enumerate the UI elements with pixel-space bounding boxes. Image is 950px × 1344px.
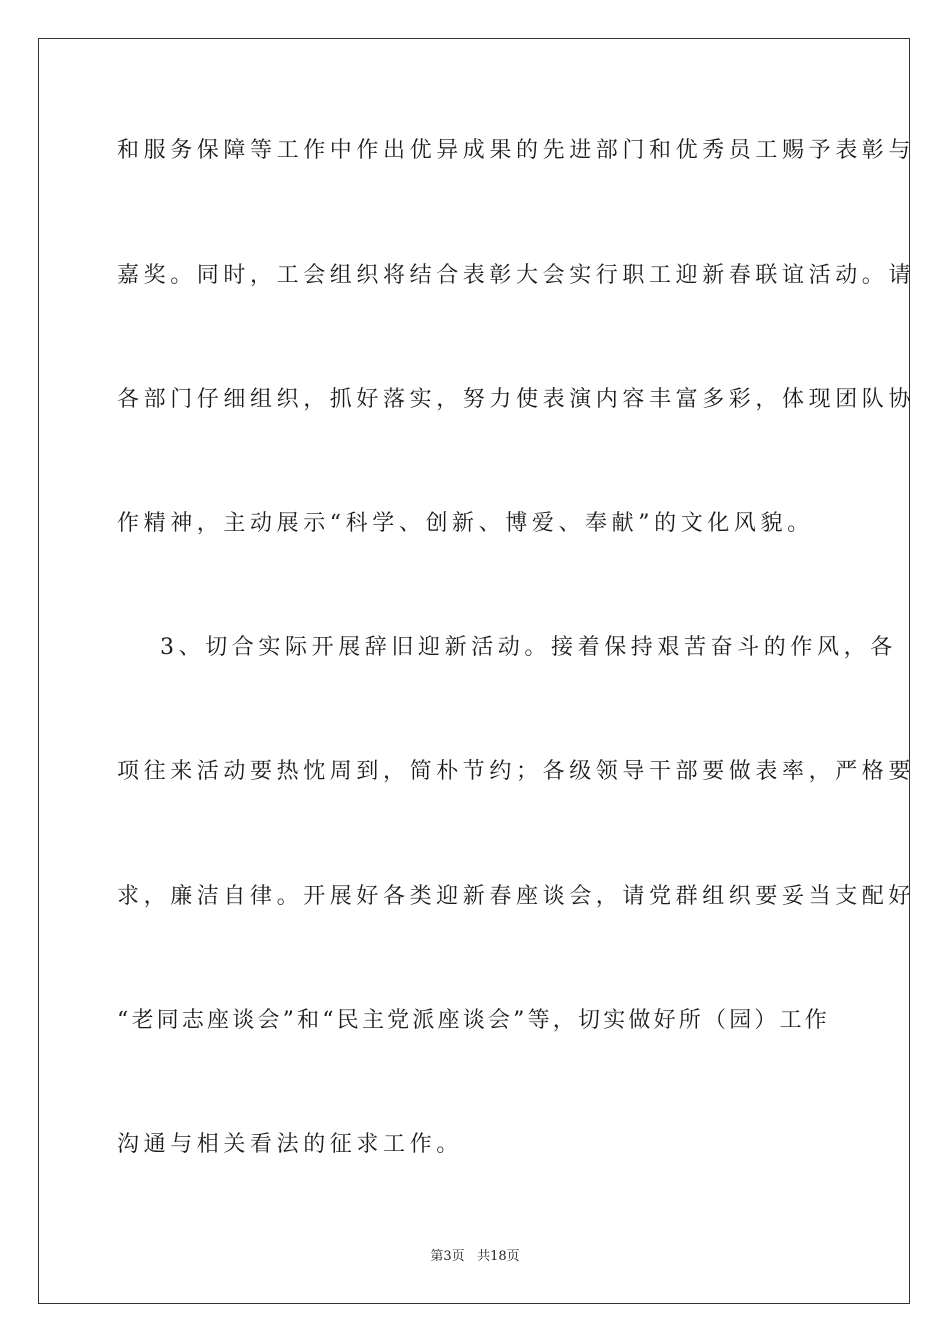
paragraph-line: 嘉奖。同时，工会组织将结合表彰大会实行职工迎新春联谊活动。请 [117,263,916,288]
current-page-label: 第3页 [430,1249,465,1264]
paragraph-line: 项往来活动要热忱周到，简朴节约；各级领导干部要做表率，严格要 [117,759,916,784]
total-pages-label: 共18页 [477,1249,520,1264]
page-border [38,38,916,1304]
paragraph-line: 各部门仔细组织，抓好落实，努力使表演内容丰富多彩，体现团队协 [117,387,916,412]
paragraph-line: 作精神，主动展示“科学、创新、博爱、奉献”的文化风貌。 [117,511,814,536]
paragraph-line: 和服务保障等工作中作出优异成果的先进部门和优秀员工赐予表彰与 [117,138,916,163]
page-footer [0,1248,950,1266]
paragraph-line: 沟通与相关看法的征求工作。 [117,1132,463,1157]
paragraph-line: 求，廉洁自律。开展好各类迎新春座谈会，请党群组织要妥当支配好 [117,884,916,909]
paragraph-line: 3、切合实际开展辞旧迎新活动。接着保持艰苦奋斗的作风，各 [160,635,897,660]
paragraph-line: “老同志座谈会”和“民主党派座谈会”等，切实做好所（园）工作 [117,1008,830,1033]
